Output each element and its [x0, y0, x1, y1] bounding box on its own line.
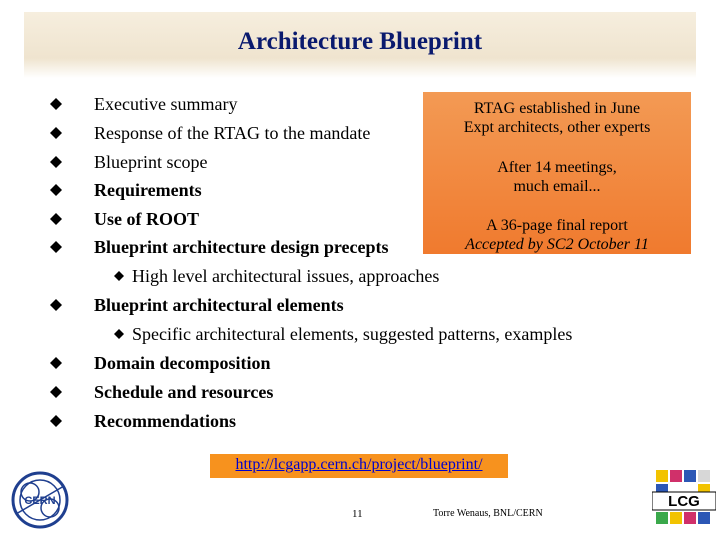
- diamond-bullet-icon: [50, 299, 62, 311]
- diamond-bullet-icon: [50, 386, 62, 398]
- callout-line-meetings: After 14 meetings,: [497, 159, 617, 176]
- cern-logo-text: CERN: [24, 495, 56, 507]
- diamond-bullet-icon: [50, 415, 62, 427]
- callout-line-email: much email...: [513, 178, 601, 195]
- bullet-design-precepts: Blueprint architecture design precepts: [94, 237, 389, 257]
- subbullet-specific-elements: Specific architectural elements, suggested patterns, examples: [132, 324, 573, 344]
- bullet-executive-summary: Executive summary: [94, 94, 238, 114]
- bullet-recommendations: Recommendations: [94, 411, 236, 431]
- page-number: 11: [352, 508, 363, 520]
- bullet-schedule-resources: Schedule and resources: [94, 382, 274, 402]
- callout-line-final-report: A 36-page final report: [486, 217, 628, 234]
- diamond-bullet-icon: [50, 213, 62, 225]
- rtag-callout-box: [423, 92, 691, 254]
- callout-line-expt-architects: Expt architects, other experts: [463, 119, 651, 136]
- cern-logo-icon: [8, 468, 72, 532]
- bullet-requirements: Requirements: [94, 180, 202, 200]
- blueprint-link[interactable]: http://lcgapp.cern.ch/project/blueprint/: [235, 456, 483, 473]
- diamond-bullet-icon: [50, 184, 62, 196]
- bullet-blueprint-scope: Blueprint scope: [94, 152, 208, 172]
- blueprint-link-box: [210, 454, 508, 478]
- diamond-bullet-icon: [50, 127, 62, 139]
- bullet-use-of-root: Use of ROOT: [94, 209, 199, 229]
- diamond-bullet-icon: [50, 357, 62, 369]
- footer-author: Torre Wenaus, BNL/CERN: [433, 508, 543, 519]
- bullet-architectural-elements: Blueprint architectural elements: [94, 295, 344, 315]
- lcg-logo-icon: [652, 466, 716, 530]
- bullet-response-rtag: Response of the RTAG to the mandate: [94, 123, 371, 143]
- slide-title: Architecture Blueprint: [237, 28, 483, 55]
- subbullet-high-level-issues: High level architectural issues, approaches: [132, 266, 440, 286]
- callout-line-rtag-established: RTAG established in June: [473, 100, 641, 117]
- diamond-bullet-icon: [50, 98, 62, 110]
- callout-line-accepted: Accepted by SC2 October 11: [465, 236, 649, 253]
- bullet-domain-decomposition: Domain decomposition: [94, 353, 271, 373]
- diamond-subbullet-icon: [114, 271, 124, 281]
- diamond-subbullet-icon: [114, 329, 124, 339]
- diamond-bullet-icon: [50, 156, 62, 168]
- diamond-bullet-icon: [50, 241, 62, 253]
- lcg-logo-text: LCG: [668, 493, 700, 510]
